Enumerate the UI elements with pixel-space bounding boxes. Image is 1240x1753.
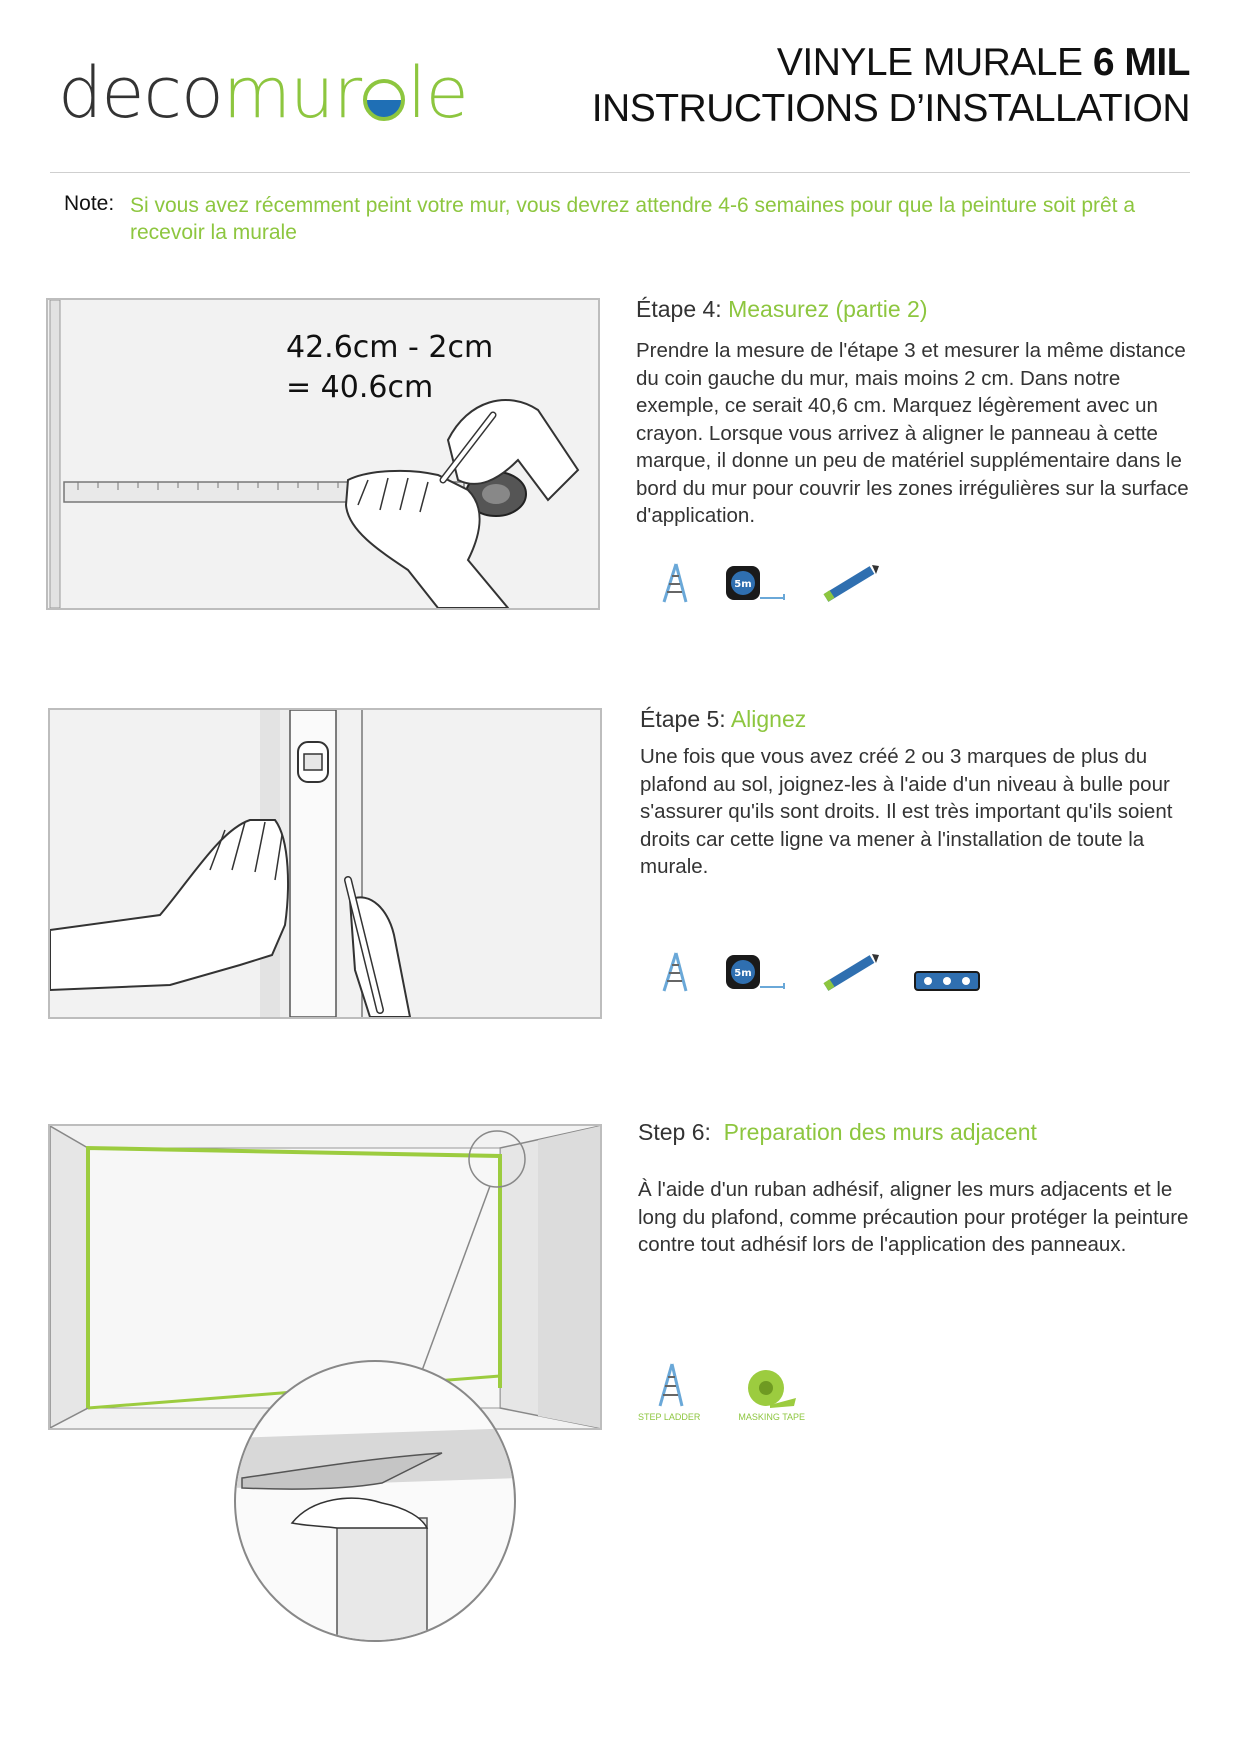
step5-tools	[656, 951, 980, 993]
step6-label: Step 6:	[638, 1119, 711, 1145]
masking-tape-icon	[746, 1368, 798, 1408]
spirit-level-icon	[914, 969, 980, 993]
step4-heading	[636, 296, 928, 323]
logo-text-dark: deco	[58, 52, 223, 134]
measurement-line1: 42.6cm - 2cm	[286, 330, 494, 365]
masking-tape-label: MASKING TAPE	[738, 1412, 806, 1422]
step-ladder-icon	[656, 951, 690, 993]
step4-body: Prendre la mesure de l'étape 3 et mesurer la même distance du coin gauche du mur, mais moins 2 cm. Dans notre exemple, ce serait 40,6 cm. Marquez légèrement avec un crayon. Lorsque vous arrivez à aligner le panneau à cette marque, il donne un peu de matériel supplémentaire dans le bord du mur pour couvrir les zones irrégulières sur la surface d'application.	[636, 339, 1189, 527]
align-level-illustration	[50, 710, 600, 1017]
header-divider	[50, 172, 1190, 173]
note-text: Si vous avez récemment peint votre mur, vous devrez attendre 4-6 semaines pour que la peinture soit prêt a recevoir la murale	[130, 194, 1136, 244]
step5-label: Étape 5:	[640, 706, 726, 732]
brand-logo	[58, 52, 468, 134]
step6-title: Preparation des murs adjacent	[723, 1119, 1037, 1145]
step6-heading	[638, 1119, 1037, 1146]
title-line2: INSTRUCTIONS D’INSTALLATION	[591, 87, 1190, 130]
logo-text-green-end: le	[407, 52, 468, 134]
corner-detail-zoom	[232, 1358, 518, 1644]
tape-measure-label: 5m	[734, 579, 752, 590]
measurement-line2: = 40.6cm	[286, 370, 434, 405]
step5-illustration	[48, 708, 602, 1019]
tape-measure-icon	[724, 953, 786, 993]
logo-text-green: mur	[222, 52, 362, 134]
title-line1-bold: 6 MIL	[1092, 41, 1190, 84]
step4-tools	[656, 562, 880, 604]
document-title	[592, 40, 1190, 132]
step-ladder-label: STEP LADDER	[638, 1412, 701, 1422]
logo-o-circle-icon	[363, 79, 405, 121]
step5-title: Alignez	[730, 706, 807, 732]
tape-measure-tool	[724, 564, 786, 604]
step5-heading	[640, 706, 806, 733]
step-ladder-icon	[656, 562, 690, 604]
step-ladder-icon	[652, 1362, 686, 1408]
masking-tape-tool	[738, 1368, 805, 1422]
step-ladder-tool	[638, 1362, 700, 1422]
note-label: Note:	[64, 192, 115, 215]
step5-body: Une fois que vous avez créé 2 ou 3 marques de plus du plafond au sol, joignez-les à l'aide d'un niveau à bulle pour s'assurer qu'ils sont droits. Il est très important qu'ils soient droits car cette ligne va mener à l'installation de toute la murale.	[640, 745, 1173, 878]
step4-illustration	[46, 298, 600, 610]
tape-measure-icon	[724, 564, 786, 604]
step6-body: À l'aide d'un ruban adhésif, aligner les murs adjacents et le long du plafond, comme précaution pour protéger la peinture contre tout adhésif lors de l'application des panneaux.	[638, 1178, 1189, 1256]
step6-tools	[638, 1362, 805, 1422]
measurement-annotation	[286, 328, 493, 408]
pencil-icon	[820, 953, 880, 993]
tape-measure-label: 5m	[734, 968, 752, 979]
pencil-icon	[820, 564, 880, 604]
step4-label: Étape 4:	[636, 296, 722, 322]
title-line1-regular: VINYLE MURALE	[776, 41, 1093, 84]
step4-title: Measurez (partie 2)	[728, 296, 928, 322]
